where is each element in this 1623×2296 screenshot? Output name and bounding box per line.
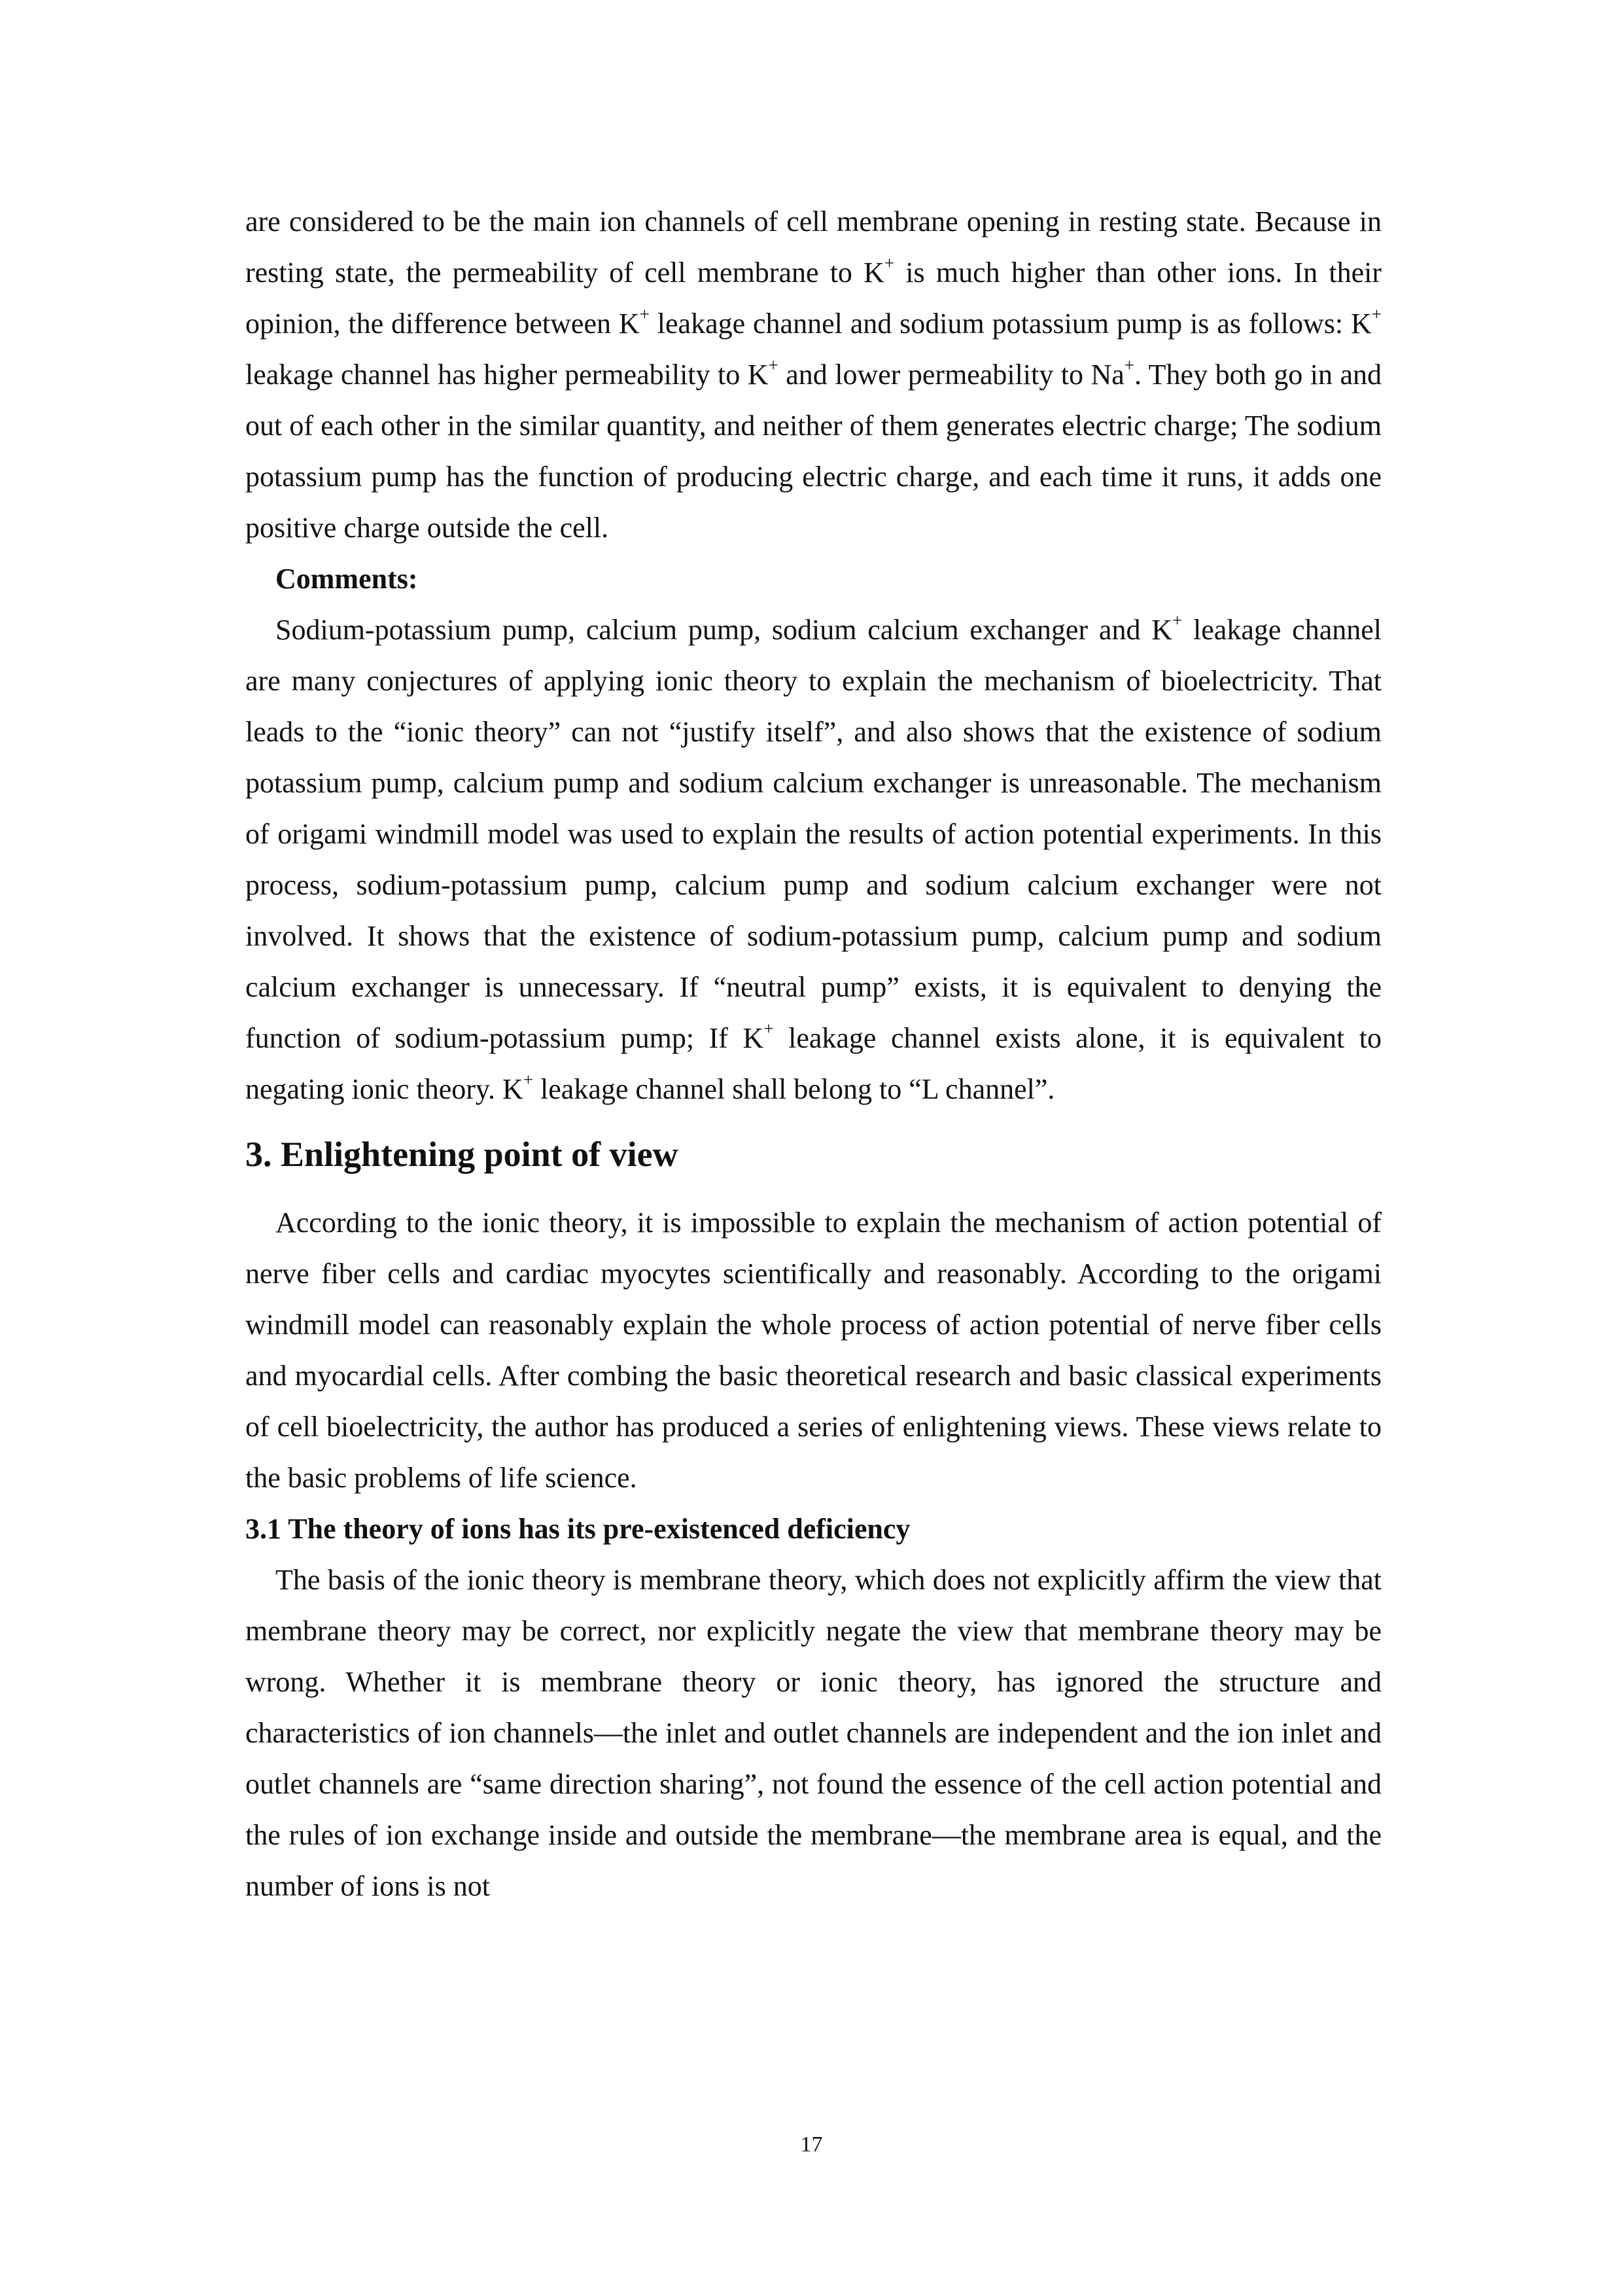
text-run: leakage channel exists alone, it is equivalent to negating ionic theory. K bbox=[245, 1022, 1382, 1105]
superscript-plus: + bbox=[884, 253, 895, 273]
text-run: leakage channel shall belong to “L channel”. bbox=[533, 1073, 1055, 1105]
text-run: . They both go in and out of each other in the similar quantity, and neither of them generates electric charge; The sodium potassium pump has the function of producing electric charge, and each time it runs, it adds one positive charge outside the cell. bbox=[245, 359, 1382, 544]
superscript-plus: + bbox=[768, 355, 778, 375]
superscript-plus: + bbox=[639, 304, 650, 324]
text-run: are considered to be the main ion channels of cell membrane opening in resting state. Because in resting state, the permeability of cell membrane to K bbox=[245, 205, 1382, 289]
paragraph-ion-theory-deficiency: The basis of the ionic theory is membrane theory, which does not explicitly affirm the view that membrane theory may be correct, nor explicitly negate the view that membrane theory may be wrong. Whether it is membrane theory or ionic theory, has ignored the structure and characteristics of ion channels—the inlet and outlet channels are independent and the ion inlet and outlet channels are “same direction sharing”, not found the essence of the cell action potential and the rules of ion exchange inside and outside the membrane—the membrane area is equal, and the number of ions is not bbox=[245, 1564, 1382, 1902]
paragraph-comments bbox=[245, 605, 1382, 1115]
comments-label: Comments: bbox=[275, 563, 418, 595]
superscript-plus: + bbox=[1371, 304, 1382, 324]
paragraph-resting-state bbox=[245, 196, 1382, 554]
text-run: leakage channel and sodium potassium pump is as follows: K bbox=[649, 308, 1372, 340]
text-run: is much higher than other ions. In their opinion, the difference between K bbox=[245, 256, 1382, 340]
text-run: Sodium-potassium pump, calcium pump, sodium calcium exchanger and K bbox=[275, 614, 1173, 646]
text-run: leakage channel has higher permeability to K bbox=[245, 359, 769, 391]
section-heading: 3. Enlightening point of view bbox=[245, 1135, 678, 1174]
superscript-plus: + bbox=[1172, 610, 1183, 630]
superscript-plus: + bbox=[523, 1070, 534, 1089]
text-run: leakage channel are many conjectures of applying ionic theory to explain the mechanism of bioelectricity. That leads to the “ionic theory” can not “justify itself”, and also shows that the existence of sodium potassium pump, calcium pump and sodium calcium exchanger is unreasonable. The mechanism of origami windmill model was used to explain the results of action potential experiments. In this process, sodium-potassium pump, calcium pump and sodium calcium exchanger were not involved. It shows that the existence of sodium-potassium pump, calcium pump and sodium calcium exchanger is unnecessary. If “neutral pump” exists, it is equivalent to denying the function of sodium-potassium pump; If K bbox=[245, 614, 1382, 1054]
subsection-heading: 3.1 The theory of ions has its pre-existenced deficiency bbox=[245, 1513, 911, 1545]
superscript-plus: + bbox=[1124, 355, 1134, 375]
superscript-plus: + bbox=[763, 1019, 774, 1038]
page-body bbox=[245, 196, 1382, 1912]
page-number: 17 bbox=[800, 2132, 823, 2157]
text-run: and lower permeability to Na bbox=[778, 359, 1125, 391]
paragraph-enlightening: According to the ionic theory, it is impossible to explain the mechanism of action potential of nerve fiber cells and cardiac myocytes scientifically and reasonably. According to the origami windmill model can reasonably explain the whole process of action potential of nerve fiber cells and myocardial cells. After combing the basic theoretical research and basic classical experiments of cell bioelectricity, the author has produced a series of enlightening views. These views relate to the basic problems of life science. bbox=[245, 1207, 1382, 1494]
